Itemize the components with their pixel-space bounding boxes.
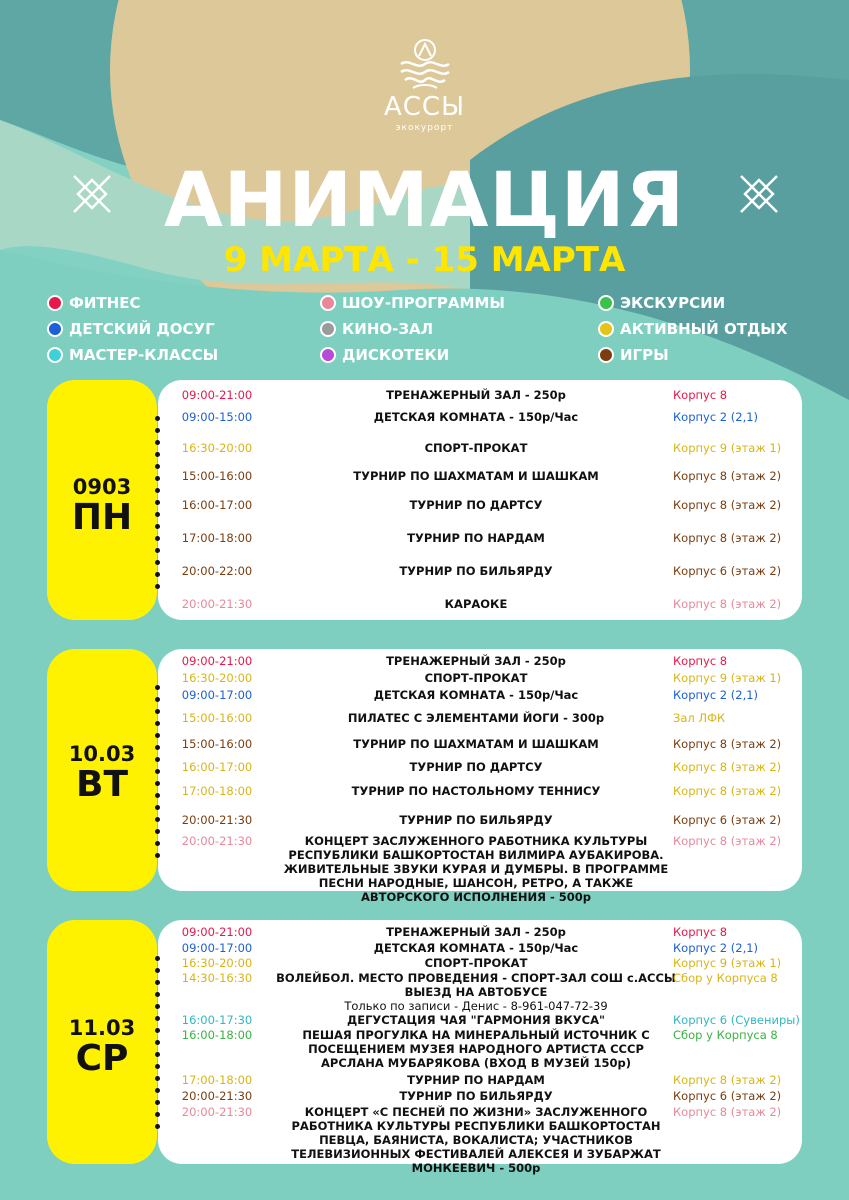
- event-location: Корпус 8 (этаж 2): [673, 469, 782, 483]
- legend-label: ШОУ-ПРОГРАММЫ: [342, 294, 505, 312]
- event-location: Корпус 8 (этаж 2): [673, 498, 782, 512]
- event-time: 17:00-18:00: [181, 1073, 253, 1087]
- legend-label: КИНО-ЗАЛ: [342, 320, 434, 338]
- event-title-text: ТРЕНАЖЕРНЫЙ ЗАЛ - 250р: [386, 654, 566, 668]
- day-label: [47, 742, 157, 804]
- event-time: 15:00-16:00: [181, 711, 253, 725]
- event-title: [276, 441, 676, 455]
- event-title: [276, 784, 676, 798]
- event-time: 16:30-20:00: [181, 671, 253, 685]
- event-time: 16:00-17:00: [181, 760, 253, 774]
- binder-dot: [155, 853, 160, 858]
- legend-label: ИГРЫ: [620, 346, 669, 364]
- event-time: 09:00-15:00: [181, 410, 253, 424]
- brand-subtitle: экокурорт: [395, 123, 454, 133]
- event-location: Корпус 8 (этаж 2): [673, 834, 782, 848]
- event-note: Только по записи - Денис - 8-961-047-72-39: [344, 999, 608, 1013]
- event-time: 20:00-21:30: [181, 597, 253, 611]
- event-time: 15:00-16:00: [181, 737, 253, 751]
- event-time: 20:00-21:30: [181, 834, 253, 848]
- legend-color-dot: [47, 295, 63, 311]
- binder-dot: [155, 548, 160, 553]
- event-title-text: КАРАОКЕ: [444, 597, 508, 611]
- event-time: 17:00-18:00: [181, 784, 253, 798]
- legend-item: [598, 318, 787, 340]
- event-title: [276, 760, 676, 774]
- legend-color-dot: [320, 347, 336, 363]
- day-weekday: ПН: [71, 497, 133, 538]
- legend-item: [320, 292, 505, 314]
- event-time: 20:00-22:00: [181, 564, 253, 578]
- event-location: Корпус 8: [673, 388, 728, 402]
- event-time: 09:00-17:00: [181, 941, 253, 955]
- event-title-text: СПОРТ-ПРОКАТ: [424, 671, 528, 685]
- event-title: [276, 688, 676, 702]
- event-time: 16:00-18:00: [181, 1028, 253, 1042]
- event-title: [276, 410, 676, 424]
- day-weekday: ВТ: [76, 764, 128, 805]
- legend-color-dot: [598, 321, 614, 337]
- brand-name: АССЫ: [383, 92, 466, 122]
- event-time: 15:00-16:00: [181, 469, 253, 483]
- event-title-text: ДЕТСКАЯ КОМНАТА - 150р/Час: [373, 688, 579, 702]
- event-time: 09:00-17:00: [181, 688, 253, 702]
- event-time: 20:00-21:30: [181, 813, 253, 827]
- event-location: Корпус 8 (этаж 2): [673, 1073, 782, 1087]
- legend-item: [598, 344, 669, 366]
- day-date: 10.03: [68, 742, 136, 766]
- event-title-text: ТУРНИР ПО ДАРТСУ: [409, 760, 543, 774]
- event-title: [276, 498, 676, 512]
- event-title-text: ТУРНИР ПО БИЛЬЯРДУ: [399, 564, 553, 578]
- event-time: 09:00-21:00: [181, 388, 253, 402]
- event-title-text: ТУРНИР ПО БИЛЬЯРДУ: [399, 1089, 553, 1103]
- event-time: 09:00-21:00: [181, 654, 253, 668]
- binder-dot: [155, 524, 160, 529]
- event-title: [276, 597, 676, 611]
- event-location: Корпус 2 (2,1): [673, 688, 759, 702]
- day-date: 11.03: [68, 1016, 136, 1040]
- date-range: 9 МАРТА - 15 МАРТА: [223, 240, 626, 280]
- legend-item: [47, 344, 218, 366]
- binder-dot: [155, 428, 160, 433]
- binder-dot: [155, 1124, 160, 1129]
- event-title-text: ТРЕНАЖЕРНЫЙ ЗАЛ - 250р: [386, 388, 566, 402]
- legend-label: ДИСКОТЕКИ: [342, 346, 450, 364]
- event-title-text: ВОЛЕЙБОЛ. МЕСТО ПРОВЕДЕНИЯ - СПОРТ-ЗАЛ СОШ с.АССЫ ВЫЕЗД НА АВТОБУСЕ: [276, 971, 676, 999]
- legend-label: МАСТЕР-КЛАССЫ: [69, 346, 219, 364]
- event-title: [276, 1073, 676, 1087]
- event-title: [276, 1013, 676, 1027]
- event-time: 20:00-21:30: [181, 1105, 253, 1119]
- event-title: [276, 737, 676, 751]
- binder-dot: [155, 512, 160, 517]
- event-title: [276, 564, 676, 578]
- event-title-text: ПИЛАТЕС С ЭЛЕМЕНТАМИ ЙОГИ - 300р: [347, 711, 605, 725]
- event-location: Корпус 2 (2,1): [673, 410, 759, 424]
- event-title-text: ДЕТСКАЯ КОМНАТА - 150р/Час: [373, 941, 579, 955]
- day-label: [47, 1016, 157, 1078]
- event-time: 09:00-21:00: [181, 925, 253, 939]
- event-title: [276, 1028, 676, 1070]
- event-time: 16:30-20:00: [181, 956, 253, 970]
- event-title: [276, 925, 676, 939]
- binder-dot: [155, 488, 160, 493]
- event-time: 16:00-17:00: [181, 498, 253, 512]
- event-location: Корпус 9 (этаж 1): [673, 956, 782, 970]
- legend-label: ФИТНЕС: [69, 294, 141, 312]
- legend-item: [320, 344, 449, 366]
- event-title: [276, 1105, 676, 1175]
- event-location: Корпус 2 (2,1): [673, 941, 759, 955]
- binder-dot: [155, 1004, 160, 1009]
- event-time: 16:00-17:30: [181, 1013, 253, 1027]
- event-title: [276, 711, 676, 725]
- event-title-text: ТУРНИР ПО НАРДАМ: [407, 531, 545, 545]
- event-location: Корпус 8 (этаж 2): [673, 531, 782, 545]
- event-location: Корпус 8 (этаж 2): [673, 737, 782, 751]
- event-location: Корпус 6 (этаж 2): [673, 1089, 782, 1103]
- event-title: [276, 654, 676, 668]
- page-title: АНИМАЦИЯ: [163, 155, 686, 244]
- event-title-text: ПЕШАЯ ПРОГУЛКА НА МИНЕРАЛЬНЫЙ ИСТОЧНИК С ПОСЕЩЕНИЕМ МУЗЕЯ НАРОДНОГО АРТИСТА СССР АРСЛАНА МУБАРЯКОВА (ВХОД В МУЗЕЙ 150р): [302, 1028, 650, 1070]
- event-location: Корпус 6 (этаж 2): [673, 564, 782, 578]
- event-location: Корпус 8: [673, 654, 728, 668]
- event-location: Зал ЛФК: [673, 711, 726, 725]
- legend-item: [320, 318, 433, 340]
- legend-label: ДЕТСКИЙ ДОСУГ: [69, 320, 215, 338]
- event-time: 17:00-18:00: [181, 531, 253, 545]
- legend-item: [598, 292, 725, 314]
- legend-color-dot: [320, 295, 336, 311]
- event-location: Корпус 6 (Сувениры): [673, 1013, 800, 1027]
- event-title-text: ТУРНИР ПО ДАРТСУ: [409, 498, 543, 512]
- event-title-text: ТУРНИР ПО ШАХМАТАМ И ШАШКАМ: [353, 469, 599, 483]
- legend-color-dot: [47, 321, 63, 337]
- event-title: [276, 469, 676, 483]
- event-title: [276, 1089, 676, 1103]
- event-title-text: СПОРТ-ПРОКАТ: [424, 441, 528, 455]
- legend-item: [47, 292, 140, 314]
- binder-dot: [155, 1064, 160, 1069]
- event-title: [276, 671, 676, 685]
- event-location: Корпус 8: [673, 925, 728, 939]
- event-title: [276, 813, 676, 827]
- legend-label: АКТИВНЫЙ ОТДЫХ: [620, 320, 788, 338]
- event-title-text: ТУРНИР ПО НАРДАМ: [407, 1073, 545, 1087]
- event-location: Корпус 8 (этаж 2): [673, 760, 782, 774]
- brand-logo-icon: [395, 38, 455, 94]
- legend-item: [47, 318, 215, 340]
- day-label: [47, 475, 157, 537]
- event-location: Корпус 9 (этаж 1): [673, 671, 782, 685]
- event-location: Корпус 8 (этаж 2): [673, 597, 782, 611]
- event-location: Корпус 8 (этаж 2): [673, 1105, 782, 1119]
- event-time: 14:30-16:30: [181, 971, 253, 985]
- event-time: 16:30-20:00: [181, 441, 253, 455]
- event-title-text: КОНЦЕРТ ЗАСЛУЖЕННОГО РАБОТНИКА КУЛЬТУРЫ РЕСПУБЛИКИ БАШКОРТОСТАН ВИЛМИРА АУБАКИРОВА. ЖИВИТЕЛЬНЫЕ ЗВУКИ КУРАЯ И ДУМБРЫ. В ПРОГРАММЕ ПЕСНИ НАРОДНЫЕ, ШАНСОН, РЕТРО, А ТАКЖЕ АВТОРСКОГО ИСПОЛНЕНИЯ - 500р: [283, 834, 669, 904]
- event-title-text: СПОРТ-ПРОКАТ: [424, 956, 528, 970]
- ornament-right-icon: [737, 172, 781, 216]
- event-title-text: ДЕТСКАЯ КОМНАТА - 150р/Час: [373, 410, 579, 424]
- legend-color-dot: [320, 321, 336, 337]
- binder-dot: [155, 584, 160, 589]
- event-title: [276, 971, 676, 1013]
- binder-dot: [155, 1052, 160, 1057]
- legend-color-dot: [598, 347, 614, 363]
- day-date: 0903: [72, 475, 132, 499]
- event-location: Корпус 8 (этаж 2): [673, 784, 782, 798]
- event-title: [276, 956, 676, 970]
- event-title-text: КОНЦЕРТ «С ПЕСНЕЙ ПО ЖИЗНИ» ЗАСЛУЖЕННОГО РАБОТНИКА КУЛЬТУРЫ РЕСПУБЛИКИ БАШКОРТОСТАН ПЕВЦА, БАЯНИСТА, ВОКАЛИСТА; УЧАСТНИКОВ ТЕЛЕВИЗИОННЫХ ФЕСТИВАЛЕЙ АЛЕКСЕЯ И ЗУБАРЖАТ МОНКЕЕВИЧ - 500р: [291, 1105, 661, 1175]
- event-location: Корпус 6 (этаж 2): [673, 813, 782, 827]
- event-title-text: ДЕГУСТАЦИЯ ЧАЯ "ГАРМОНИЯ ВКУСА": [346, 1013, 606, 1027]
- event-location: Корпус 9 (этаж 1): [673, 441, 782, 455]
- day-weekday: СР: [75, 1038, 129, 1079]
- event-time: 20:00-21:30: [181, 1089, 253, 1103]
- legend-color-dot: [598, 295, 614, 311]
- event-title: [276, 388, 676, 402]
- event-title: [276, 531, 676, 545]
- event-location: Сбор у Корпуса 8: [673, 1028, 778, 1042]
- binder-dot: [155, 992, 160, 997]
- event-title: [276, 834, 676, 904]
- legend-color-dot: [47, 347, 63, 363]
- event-title-text: ТУРНИР ПО ШАХМАТАМ И ШАШКАМ: [353, 737, 599, 751]
- event-title-text: ТУРНИР ПО НАСТОЛЬНОМУ ТЕННИСУ: [351, 784, 601, 798]
- legend-label: ЭКСКУРСИИ: [620, 294, 726, 312]
- event-location: Сбор у Корпуса 8: [673, 971, 778, 985]
- event-title: [276, 941, 676, 955]
- event-title-text: ТРЕНАЖЕРНЫЙ ЗАЛ - 250р: [386, 925, 566, 939]
- binder-dot: [155, 805, 160, 810]
- event-title-text: ТУРНИР ПО БИЛЬЯРДУ: [399, 813, 553, 827]
